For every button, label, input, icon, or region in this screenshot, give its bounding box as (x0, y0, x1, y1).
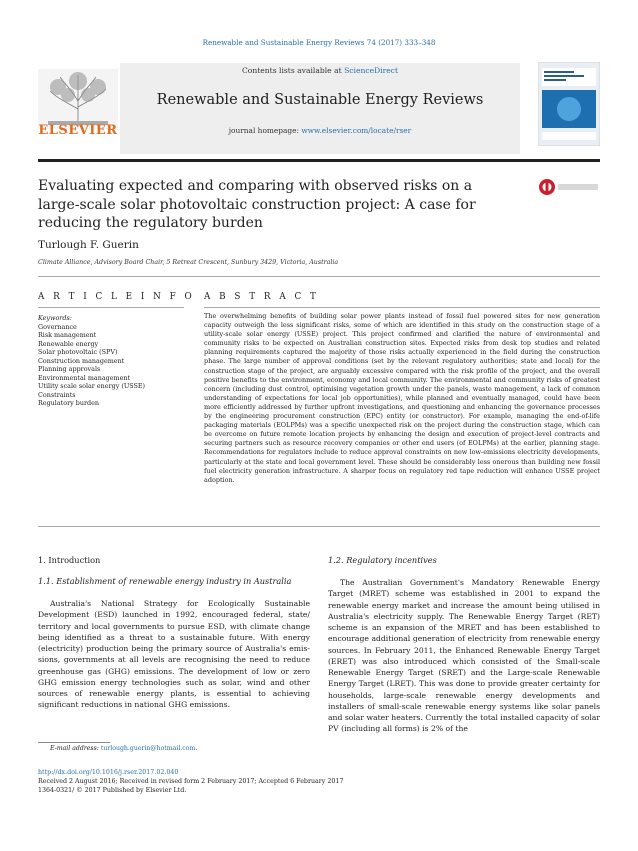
keyword-item: Regulatory burden (38, 399, 100, 407)
homepage-link[interactable]: www.elsevier.com/locate/rser (301, 126, 412, 135)
article-info-heading: A R T I C L E I N F O (38, 292, 195, 302)
keyword-item: Constraints (38, 390, 76, 399)
contents-prefix: Contents lists available at (241, 66, 345, 75)
issn-copyright: 1364-0321/ © 2017 Published by Elsevier Ltd. (38, 787, 187, 794)
keyword-item: Solar photovoltaic (SPV) (38, 348, 118, 356)
footnote-rule (38, 742, 110, 743)
keywords-label: Keywords: (38, 314, 72, 322)
keyword-item: Construction management (38, 356, 125, 365)
contents-line (120, 66, 520, 75)
crossmark-icon[interactable] (538, 177, 600, 197)
author-email: E-mail address: turlough.guerin@hotmail.com. (50, 745, 198, 752)
doi-link[interactable]: http://dx.doi.org/10.1016/j.rser.2017.02.040 (38, 769, 179, 776)
abstract-rule (204, 307, 600, 308)
journal-title: Renewable and Sustainable Energy Reviews (156, 92, 484, 108)
title-divider (38, 276, 600, 277)
abstract-text: The overwhelming benefits of building solar power plants instead of fossil fuel powered sites for new generation capacity outweigh the less significant risks, some of which are identified in this study on the construction stage of a utility-scale solar energy (USSE) project. This project confirmed and clarified the nature of environmental and community risks to be expected on Australian construction sites. Expected risks from desk top studies and related planning requirements captured the majority of those risks actually experienced in the field during the construction phase. The large number of approval conditions (set by the relevant regulatory authorities; state and local) for the construction stage of the project, are arguably excessive compared with the risk profile of the project, and the overall positive benefits to the environment, economy and local community. The environmental and community risks of greatest concern (including dust control, optimising vegetation growth under the panels, waste management, a lack of common understanding of expectations for local job opportunities), while planned and eventually managed, could have been more efficiently addressed by further upfront investigations, and questioning and enhancing the governance processes by the engineering procurement construction (EPC) entity (or constructor). For example, managing the end-of-life packaging materials (EOLPMs) was a specific unexpected risk on the project during the construction stage, which can be overcome on future remote location projects by enhancing the design and execution of project-level contracts and securing partners such as resource recovery companies or other end users (of EOLPMs) at the earlier, planning stage. Recommendations for regulators include to reduce approval constraints on new low-emissions electricity developments, particularly at the state and local government level. These should be considerably less onerous than building new fossil fuel electricity generation infrastructure. A sharper focus on regulatory red tape reduction will enhance USSE project adoption. (204, 312, 600, 484)
email-label: E-mail address: (50, 745, 99, 752)
keyword-item: Renewable energy (38, 339, 99, 348)
body-column-right (328, 555, 600, 735)
keyword-item: Utility scale solar energy (USSE) (38, 382, 146, 390)
paragraph-1-1: Australia's National Strategy for Ecologically Sustainable Development (ESD) launched in 1992, encouraged federal, state/ territory and local governments to pursue ESD, with climate change being identified as a threat to a sustainable future. With energy (electricity) production being the primary source of Australia's emis- sions, governments at all levels are recognising the need to reduce greenhouse gas (GHG) emissions. The development of low or zero GHG emission energy technologies such as solar, wind and other sources of renewable energy plants, is essential to achieving significant reductions in national GHG emissions. (38, 599, 310, 710)
keyword-item: Risk management (38, 331, 97, 339)
header-rule (38, 159, 600, 162)
article-title: Evaluating expected and comparing with observed risks on a large-scale solar photovoltaic construction project: A case for reducing the regulatory burden (38, 178, 476, 231)
subsection-heading-1-2: 1.2. Regulatory incentives (328, 555, 437, 565)
email-link[interactable]: turlough.guerin@hotmail.com (100, 745, 196, 752)
sciencedirect-link[interactable]: ScienceDirect (344, 66, 399, 75)
paragraph-1-2: The Australian Government's Mandatory Renewable Energy Target (MRET) scheme was established in 2001 to expand the renewable energy market and increase the amount being utilised in Australia's electricity supply. The Renewable Energy Target (RET) scheme is an expansion of the MRET and has been established to encourage additional generation of electricity from renewable energy sources. In February 2011, the Enhanced Renewable Energy Target (ERET) was also introduced which consisted of the Small-scale Renewable Energy Target (SRET) and the Large-scale Renewable Energy Target (LRET). This was done to provide greater certainty for households, large-scale renewable energy developments and installers of small-scale renewable energy systems like solar panels and solar water heaters. Currently the total installed capacity of solar PV (including all forms) is 2% of the (328, 578, 600, 734)
abstract-heading: A B S T R A C T (204, 292, 319, 302)
journal-homepage (120, 126, 520, 135)
journal-reference[interactable]: Renewable and Sustainable Energy Reviews 74 (2017) 333–348 (202, 38, 436, 47)
author-affiliation: Climate Alliance, Advisory Board Chair, 5 Retreat Crescent, Sunbury 3429, Victoria, Australia (38, 259, 339, 266)
keyword-item: Environmental management (38, 373, 131, 382)
article-info-rule (38, 307, 184, 308)
article-author[interactable]: Turlough F. Guerin (38, 239, 139, 251)
keywords-block (38, 314, 188, 408)
subsection-heading-1-1: 1.1. Establishment of renewable energy industry in Australia (38, 576, 292, 586)
homepage-prefix: journal homepage: (228, 126, 302, 135)
keyword-item: Planning approvals (38, 365, 101, 373)
body-column-left (38, 555, 310, 711)
received-dates: Received 2 August 2016; Received in revised form 2 February 2017; Accepted 6 February 2017 (38, 778, 344, 785)
journal-header-band (120, 63, 520, 154)
abstract-bottom-rule (38, 526, 600, 527)
publisher-name[interactable]: ELSEVIER (38, 123, 118, 138)
journal-cover-thumbnail[interactable] (538, 62, 600, 146)
keyword-item: Governance (38, 322, 77, 331)
section-heading-introduction: 1. Introduction (38, 555, 101, 565)
